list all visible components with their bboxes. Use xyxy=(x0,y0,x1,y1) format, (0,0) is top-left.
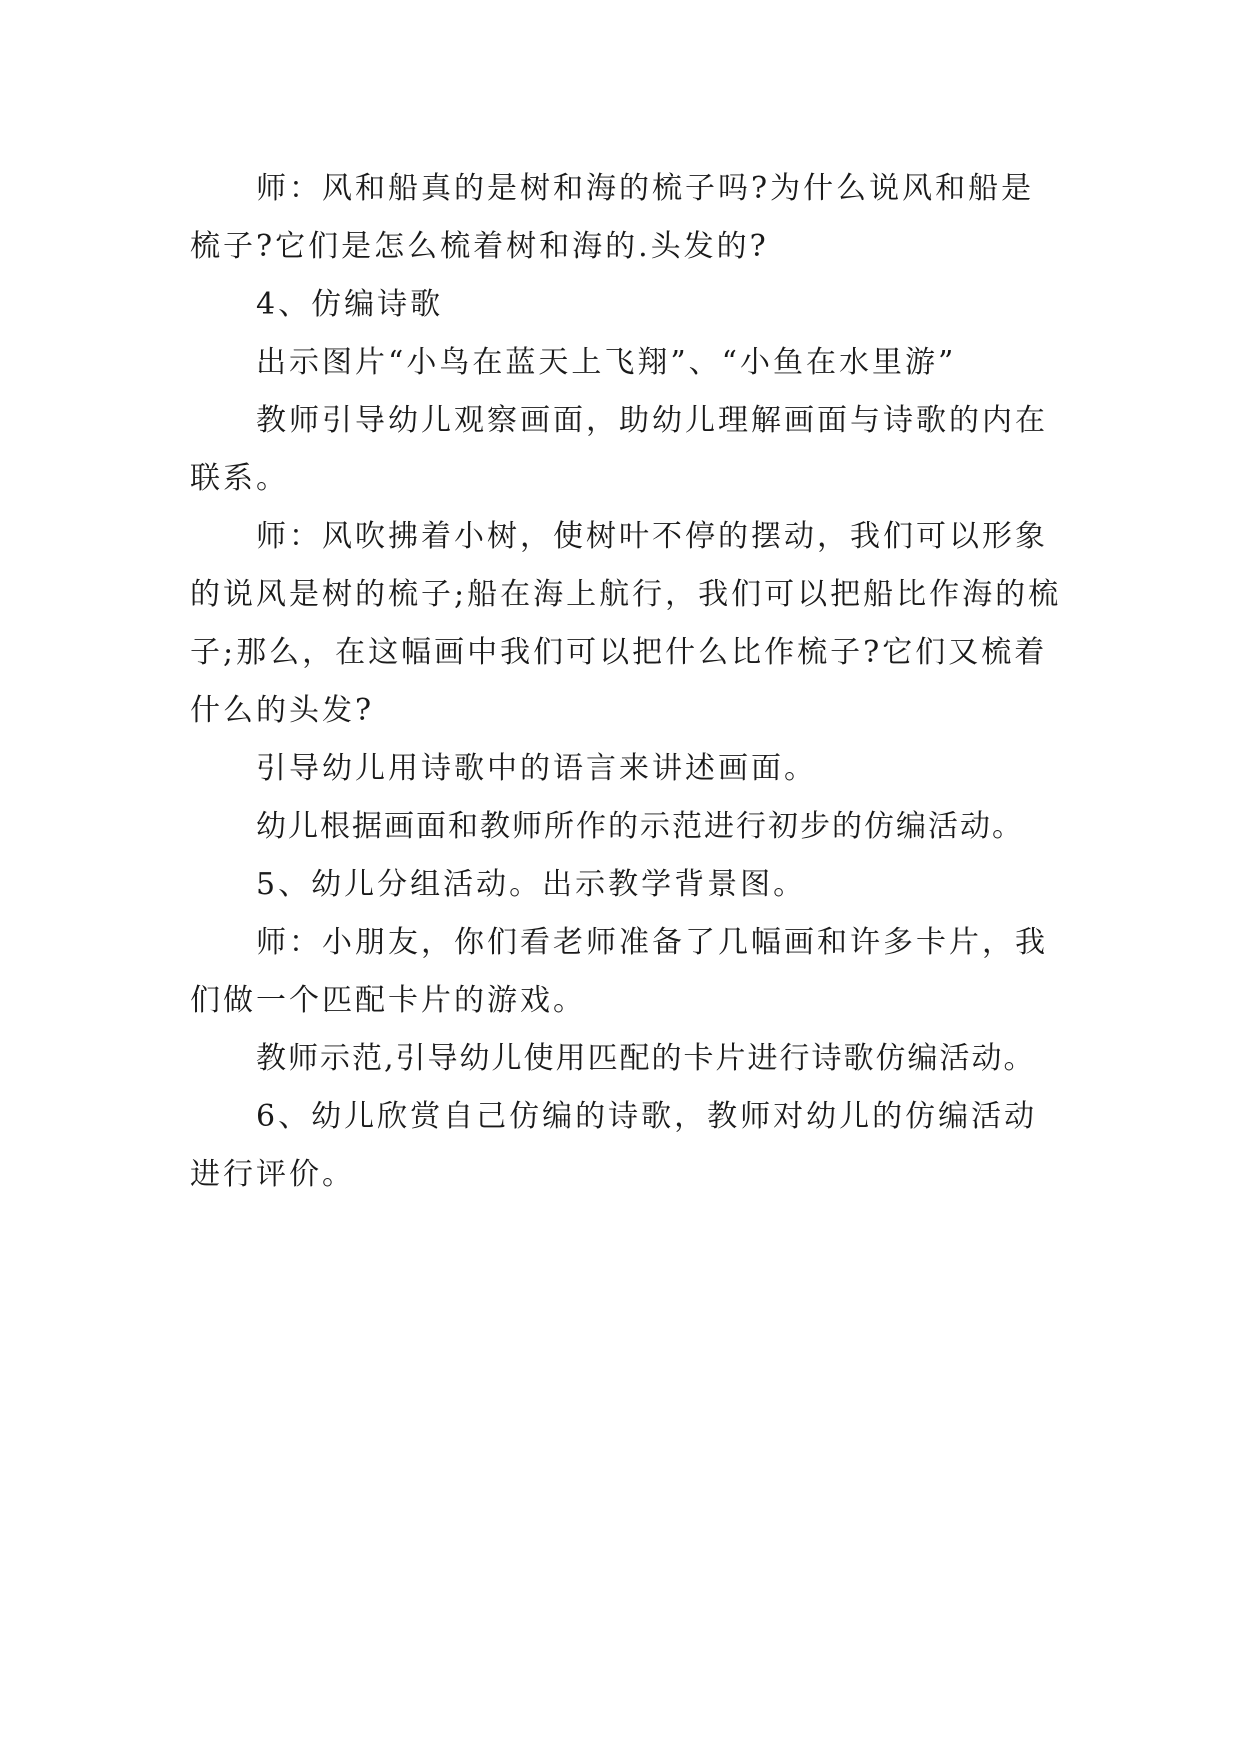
paragraph-step-4-heading: 4、仿编诗歌 xyxy=(256,287,444,322)
paragraph-teacher-explain: 师：风吹拂着小树，使树叶不停的摆动，我们可以形象的说风是树的梳子;船在海上航行，我们可以把船比作海的梳子;那么，在这幅画中我们可以把什么比作梳子?它们又梳着什么的头发? xyxy=(190,519,1062,728)
paragraph-step-6-evaluate: 6、幼儿欣赏自己仿编的诗歌，教师对幼儿的仿编活动进行评价。 xyxy=(190,1099,1038,1192)
document-body xyxy=(190,160,1066,1204)
paragraph-teacher-demo: 教师示范,引导幼儿使用匹配的卡片进行诗歌仿编活动。 xyxy=(256,1041,1036,1076)
paragraph-step-5-heading: 5、幼儿分组活动。出示教学背景图。 xyxy=(256,867,807,902)
paragraph-teacher-game: 师：小朋友，你们看老师准备了几幅画和许多卡片，我们做一个匹配卡片的游戏。 xyxy=(190,925,1048,1018)
paragraph-teacher-question: 师：风和船真的是树和海的梳子吗?为什么说风和船是梳子?它们是怎么梳着树和海的.头发的? xyxy=(190,171,1035,264)
paragraph-guide-language: 引导幼儿用诗歌中的语言来讲述画面。 xyxy=(256,751,817,786)
paragraph-show-pictures: 出示图片“小鸟在蓝天上飞翔”、“小鱼在水里游” xyxy=(256,345,957,380)
paragraph-children-imitate: 幼儿根据画面和教师所作的示范进行初步的仿编活动。 xyxy=(256,809,1024,844)
paragraph-teacher-guide: 教师引导幼儿观察画面，助幼儿理解画面与诗歌的内在联系。 xyxy=(190,403,1048,496)
